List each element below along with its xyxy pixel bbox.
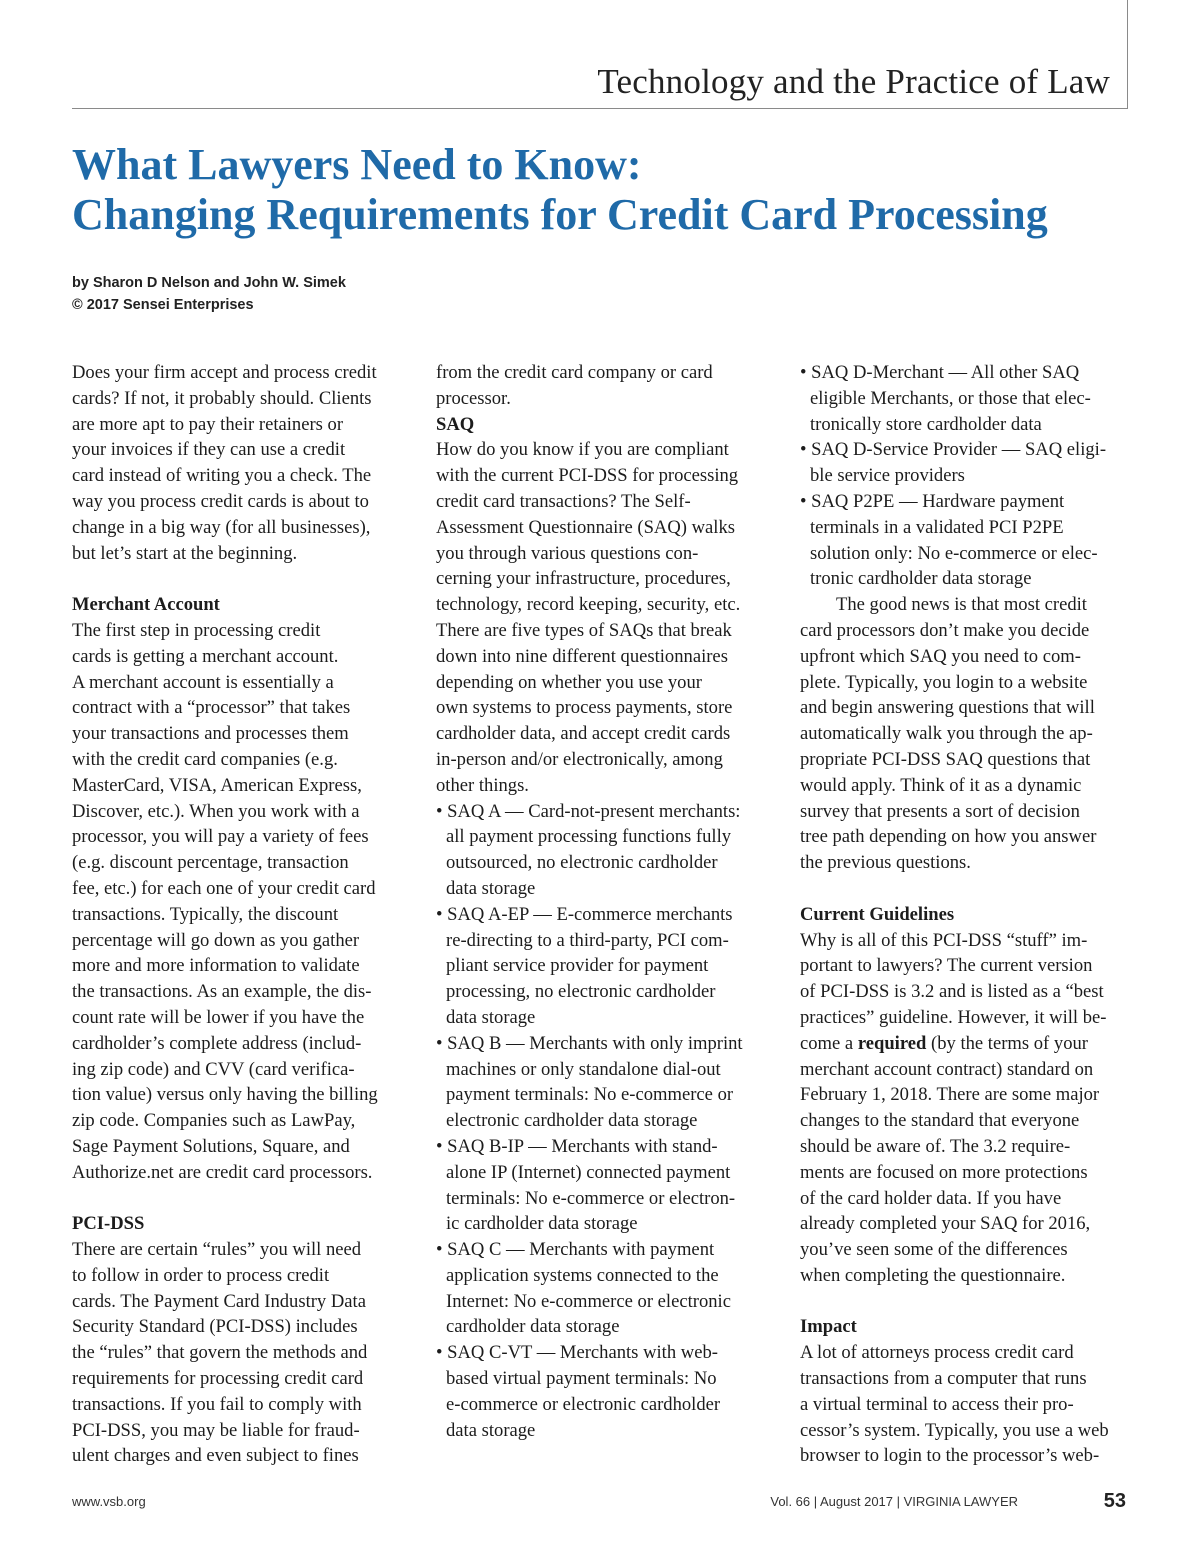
text-line: portant to lawyers? The current version — [800, 955, 1093, 977]
text-line: transactions. Typically, the discount — [72, 903, 339, 925]
text-line: count rate will be lower if you have the — [72, 1006, 365, 1028]
bullet-continuation: pliant service provider for payment — [446, 955, 709, 977]
text-line: tion value) versus only having the billing — [72, 1084, 378, 1106]
bullet-line: • SAQ D-Service Provider — SAQ eligi- — [800, 439, 1107, 461]
text-line: merchant account contract) standard on — [800, 1058, 1094, 1080]
text-line: should be aware of. The 3.2 require- — [800, 1135, 1071, 1157]
paragraph-gap — [800, 1289, 1132, 1315]
text-line: with the current PCI-DSS for processing — [436, 465, 739, 487]
article-title-line-2: Changing Requirements for Credit Card Processing — [72, 190, 1048, 239]
text-line: you through various questions con- — [436, 542, 699, 564]
text-line: cards is getting a merchant account. — [72, 645, 339, 667]
text-line: The first step in processing credit — [72, 619, 321, 641]
text-line: but let’s start at the beginning. — [72, 542, 298, 564]
text-line: contract with a “processor” that takes — [72, 697, 351, 719]
text-line: and begin answering questions that will — [800, 697, 1095, 719]
text-line: of PCI-DSS is 3.2 and is listed as a “best — [800, 981, 1104, 1003]
text-line: A lot of attorneys process credit card — [800, 1342, 1074, 1364]
text-line: the “rules” that govern the methods and — [72, 1342, 368, 1364]
text-line: cards? If not, it probably should. Clients — [72, 387, 372, 409]
text-line: zip code. Companies such as LawPay, — [72, 1110, 356, 1132]
text-line: from the credit card company or card — [436, 362, 713, 383]
text-line: to follow in order to process credit — [72, 1264, 330, 1286]
bullet-continuation: tronically store cardholder data — [810, 413, 1042, 435]
text-line: percentage will go down as you gather — [72, 929, 360, 951]
byline-copyright: © 2017 Sensei Enterprises — [72, 297, 254, 313]
paragraph-gap — [72, 1186, 404, 1212]
text-line: when completing the questionnaire. — [800, 1264, 1066, 1286]
text-line: the previous questions. — [800, 852, 971, 874]
section-title: Technology and the Practice of Law — [597, 62, 1110, 101]
text-line: browser to login to the processor’s web- — [800, 1445, 1100, 1467]
text-line: upfront which SAQ you need to com- — [800, 645, 1081, 667]
paragraph-gap — [72, 566, 404, 592]
text-line: ments are focused on more protections — [800, 1161, 1088, 1183]
text-line: more and more information to validate — [72, 955, 360, 977]
text-line: a virtual terminal to access their pro- — [800, 1393, 1074, 1415]
text-line: There are certain “rules” you will need — [72, 1239, 362, 1261]
bullet-continuation: e-commerce or electronic cardholder — [446, 1393, 721, 1415]
bullet-line: • SAQ C — Merchants with payment — [436, 1239, 715, 1261]
bullet-continuation: electronic cardholder data storage — [446, 1110, 698, 1132]
text-line: Authorize.net are credit card processors. — [72, 1161, 373, 1183]
text-line: cessor’s system. Typically, you use a web — [800, 1419, 1109, 1441]
text-line: transactions. If you fail to comply with — [72, 1393, 362, 1415]
bullet-continuation: terminals: No e-commerce or electron- — [446, 1187, 736, 1209]
byline — [72, 272, 346, 316]
bullet-continuation: based virtual payment terminals: No — [446, 1368, 717, 1390]
text-line: with the credit card companies (e.g. — [72, 748, 338, 770]
text-line: survey that presents a sort of decision — [800, 800, 1080, 822]
text-line: of the card holder data. If you have — [800, 1187, 1062, 1209]
text-line: processor. — [436, 387, 511, 409]
text-line: down into nine different questionnaires — [436, 645, 728, 667]
text-line: PCI-DSS, you may be liable for fraud- — [72, 1419, 360, 1441]
text-line: The good news is that most credit — [836, 594, 1087, 616]
bullet-line: • SAQ B — Merchants with only imprint — [436, 1032, 743, 1054]
bullet-continuation: application systems connected to the — [446, 1264, 719, 1286]
bullet-continuation: cardholder data storage — [446, 1316, 620, 1338]
paragraph-gap — [800, 876, 1132, 902]
bullet-continuation: data storage — [446, 1419, 536, 1441]
bullet-line: • SAQ C-VT — Merchants with web- — [436, 1342, 718, 1364]
text-line: already completed your SAQ for 2016, — [800, 1213, 1091, 1235]
text-line: you’ve seen some of the differences — [800, 1239, 1068, 1261]
text-line: Security Standard (PCI-DSS) includes — [72, 1316, 358, 1338]
bullet-continuation: Internet: No e-commerce or electronic — [446, 1290, 731, 1312]
text-line: Does your firm accept and process credit — [72, 362, 377, 383]
heading-merchant-account: Merchant Account — [72, 594, 220, 616]
bullet-continuation: ic cardholder data storage — [446, 1213, 638, 1235]
text-line: your transactions and processes them — [72, 723, 349, 745]
bullet-continuation: payment terminals: No e-commerce or — [446, 1084, 734, 1106]
text-line: (e.g. discount percentage, transaction — [72, 852, 349, 874]
text-line: the transactions. As an example, the dis- — [72, 981, 372, 1003]
heading-pci-dss: PCI-DSS — [72, 1213, 145, 1235]
page-number: 53 — [1103, 1490, 1126, 1512]
text-line: cardholder data, and accept credit cards — [436, 723, 731, 745]
bullet-line: • SAQ P2PE — Hardware payment — [800, 490, 1065, 512]
bullet-continuation: alone IP (Internet) connected payment — [446, 1161, 731, 1183]
text-line: Why is all of this PCI-DSS “stuff” im- — [800, 929, 1088, 951]
article-title — [72, 140, 1132, 240]
bullet-continuation: data storage — [446, 1006, 536, 1028]
text-line: your invoices if they can use a credit — [72, 439, 346, 461]
header-vertical-rule — [1127, 0, 1128, 109]
column-1 — [72, 360, 404, 1469]
text-line — [800, 1031, 1132, 1057]
text-line: ulent charges and even subject to fines — [72, 1445, 359, 1467]
text-line: February 1, 2018. There are some major — [800, 1084, 1100, 1106]
text-line: automatically walk you through the ap- — [800, 723, 1093, 745]
text-line: processor, you will pay a variety of fees — [72, 826, 369, 848]
bullet-continuation: re-directing to a third-party, PCI com- — [446, 929, 729, 951]
text-line: ing zip code) and CVV (card verifica- — [72, 1058, 355, 1080]
bullet-line: • SAQ A-EP — E-commerce merchants — [436, 903, 733, 925]
bullet-continuation: solution only: No e-commerce or elec- — [810, 542, 1098, 564]
text-line: card processors don’t make you decide — [800, 619, 1090, 641]
column-3 — [800, 360, 1132, 1469]
text-line: Assessment Questionnaire (SAQ) walks — [436, 516, 736, 538]
bullet-continuation: all payment processing functions fully — [446, 826, 732, 848]
footer-website: www.vsb.org — [72, 1494, 146, 1509]
text-line: MasterCard, VISA, American Express, — [72, 774, 362, 796]
text-line: are more apt to pay their retainers or — [72, 413, 344, 435]
bullet-continuation: machines or only standalone dial-out — [446, 1058, 721, 1080]
emphasis-required: required — [857, 1032, 927, 1054]
text-line: Discover, etc.). When you work with a — [72, 800, 360, 822]
bullet-continuation: ble service providers — [810, 465, 965, 487]
heading-saq: SAQ — [436, 413, 475, 435]
text-line: How do you know if you are compliant — [436, 439, 729, 461]
article-title-line-1: What Lawyers Need to Know: — [72, 140, 642, 189]
text-line: change in a big way (for all businesses), — [72, 516, 371, 538]
column-2 — [436, 360, 768, 1443]
bullet-continuation: data storage — [446, 877, 536, 899]
text-fragment: come a — [800, 1032, 858, 1054]
bullet-line: • SAQ B-IP — Merchants with stand- — [436, 1135, 718, 1157]
bullet-continuation: processing, no electronic cardholder — [446, 981, 716, 1003]
bullet-line: • SAQ D-Merchant — All other SAQ — [800, 362, 1080, 383]
byline-authors: by Sharon D Nelson and John W. Simek — [72, 275, 346, 291]
bullet-continuation: tronic cardholder data storage — [810, 568, 1032, 590]
text-line: Sage Payment Solutions, Square, and — [72, 1135, 350, 1157]
text-line: tree path depending on how you answer — [800, 826, 1097, 848]
bullet-line: • SAQ A — Card-not-present merchants: — [436, 800, 741, 822]
text-line: card instead of writing you a check. The — [72, 465, 372, 487]
header-rule — [72, 108, 1128, 109]
text-line: depending on whether you use your — [436, 671, 702, 693]
text-line: changes to the standard that everyone — [800, 1110, 1080, 1132]
text-line: There are five types of SAQs that break — [436, 619, 732, 641]
text-line: technology, record keeping, security, etc. — [436, 594, 741, 616]
text-line: requirements for processing credit card — [72, 1368, 364, 1390]
text-line: transactions from a computer that runs — [800, 1368, 1087, 1390]
text-line: way you process credit cards is about to — [72, 490, 369, 512]
text-fragment: (by the terms of your — [926, 1032, 1088, 1054]
text-line: other things. — [436, 774, 529, 796]
text-line: fee, etc.) for each one of your credit card — [72, 877, 376, 899]
text-line: cardholder’s complete address (includ- — [72, 1032, 362, 1054]
text-line: in-person and/or electronically, among — [436, 748, 723, 770]
text-line: cerning your infrastructure, procedures, — [436, 568, 731, 590]
text-line: A merchant account is essentially a — [72, 671, 334, 693]
bullet-continuation: eligible Merchants, or those that elec- — [810, 387, 1091, 409]
footer-issue: Vol. 66 | August 2017 | VIRGINIA LAWYER — [770, 1494, 1018, 1509]
text-line: own systems to process payments, store — [436, 697, 733, 719]
text-line: propriate PCI-DSS SAQ questions that — [800, 748, 1091, 770]
heading-current-guidelines: Current Guidelines — [800, 903, 955, 925]
text-line: plete. Typically, you login to a website — [800, 671, 1088, 693]
text-line: credit card transactions? The Self- — [436, 490, 691, 512]
text-line: would apply. Think of it as a dynamic — [800, 774, 1082, 796]
text-line: cards. The Payment Card Industry Data — [72, 1290, 366, 1312]
text-line: practices” guideline. However, it will be- — [800, 1006, 1107, 1028]
heading-impact: Impact — [800, 1316, 857, 1338]
bullet-continuation: terminals in a validated PCI P2PE — [810, 516, 1064, 538]
bullet-continuation: outsourced, no electronic cardholder — [446, 852, 718, 874]
